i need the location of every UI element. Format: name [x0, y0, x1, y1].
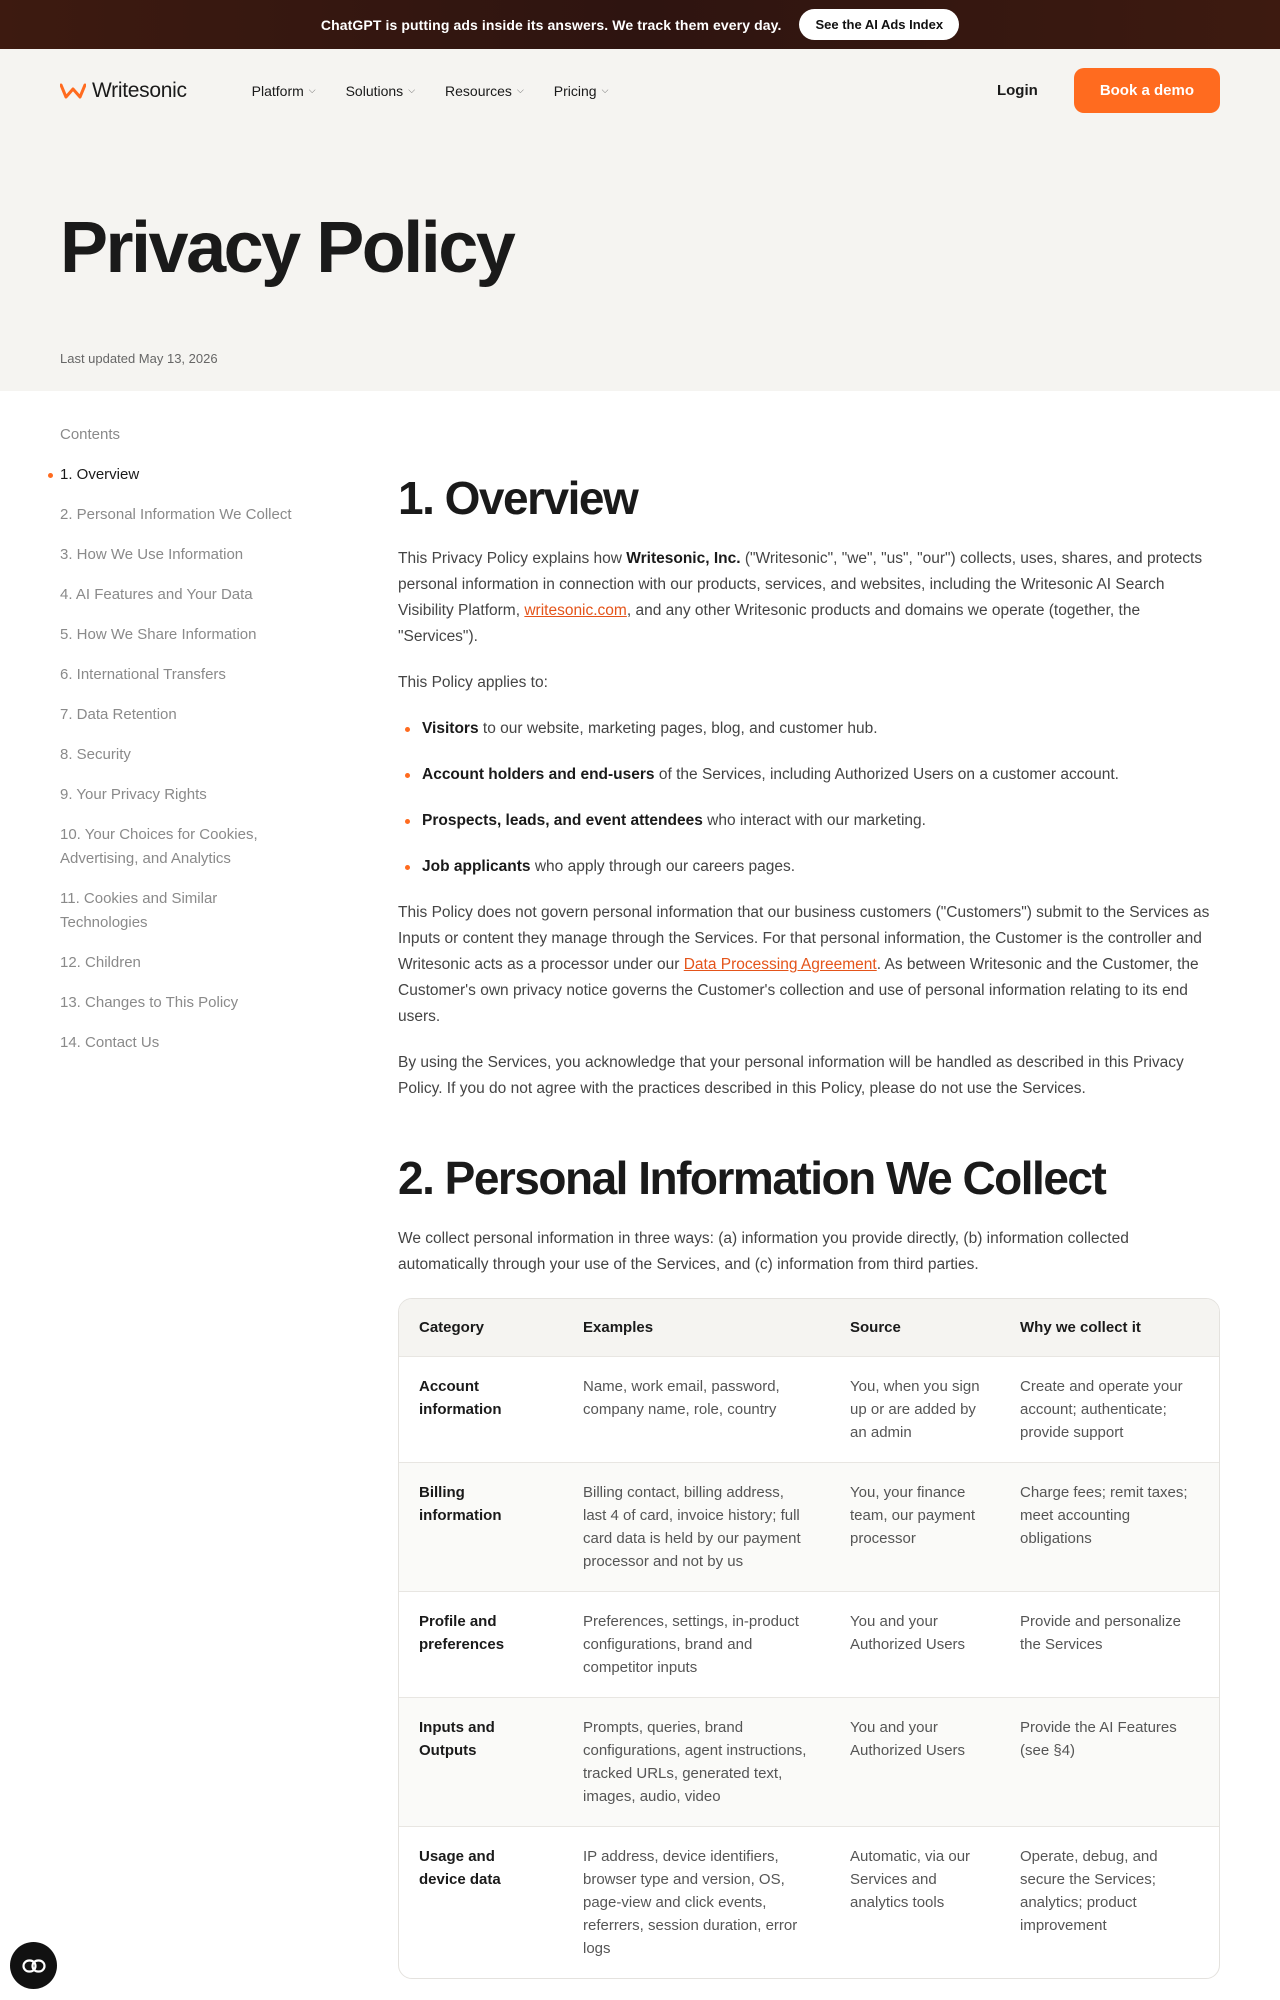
text: This Privacy Policy explains how: [398, 550, 627, 567]
examples-cell: IP address, device identifiers, browser type and version, OS, page-view and click events, referrers, session duration, error logs: [583, 1848, 798, 1957]
text: . As between Writesonic and the Customer, the Customer's own privacy notice governs the Customer's collection and use of personal information relating to its end users.: [398, 956, 1199, 1025]
nav-resources[interactable]: [445, 83, 524, 99]
category-cell: Usage and device data: [419, 1848, 501, 1888]
overview-paragraph-2: This Policy applies to:: [398, 674, 548, 691]
list-item-bold: Account holders and end-users: [422, 766, 655, 783]
source-cell: You and your Authorized Users: [850, 1719, 966, 1759]
column-header: Examples: [583, 1319, 654, 1336]
list-item-text: who interact with our marketing.: [702, 812, 926, 829]
link-loop-icon: [22, 1959, 46, 1973]
nav-solutions-label: Solutions: [345, 82, 404, 99]
list-item-text: to our website, marketing pages, blog, and customer hub.: [478, 720, 878, 737]
dpa-link[interactable]: Data Processing Agreement: [683, 956, 877, 973]
purpose-cell: Create and operate your account; authenticate; provide support: [1020, 1378, 1183, 1441]
login-link[interactable]: Login: [996, 82, 1038, 99]
purpose-cell: Operate, debug, and secure the Services; analytics; product improvement: [1020, 1848, 1158, 1934]
overview-paragraph-4: By using the Services, you acknowledge that your personal information will be handled as described in this Privacy Policy. If you do not agree with the practices described in this Policy, please do not use the Services.: [398, 1054, 1184, 1097]
brand-name: Writesonic: [92, 78, 187, 102]
applies-to-list: [398, 716, 1220, 880]
nav-solutions[interactable]: [346, 83, 415, 99]
category-cell: Account information: [419, 1378, 502, 1418]
nav-actions: [997, 68, 1220, 113]
toc-item-overview[interactable]: [60, 463, 300, 487]
logo[interactable]: [60, 79, 187, 103]
examples-cell: Billing contact, billing address, last 4 of card, invoice history; full card data is held by our payment processor and not by us: [583, 1484, 801, 1570]
collection-table: [398, 1298, 1220, 1979]
examples-cell: Name, work email, password, company name, role, country: [583, 1378, 780, 1418]
page-title: Privacy Policy: [60, 208, 514, 288]
toc-heading: Contents: [60, 426, 121, 443]
list-item-bold: Prospects, leads, and event attendees: [422, 812, 703, 829]
overview-paragraph-3: [398, 900, 1220, 1030]
list-item: [398, 854, 1220, 880]
toc-item-international-transfers[interactable]: 6. International Transfers: [60, 666, 226, 683]
examples-cell: Preferences, settings, in-product configurations, brand and competitor inputs: [583, 1613, 799, 1676]
table-row: [399, 1697, 1219, 1826]
toc-item-personal-information[interactable]: 2. Personal Information We Collect: [60, 506, 292, 523]
section-title-personal-information: 2. Personal Information We Collect: [398, 1152, 1106, 1204]
banner-text: ChatGPT is putting ads inside its answers. We track them every day.: [320, 16, 782, 33]
book-demo-button[interactable]: Book a demo: [1074, 68, 1220, 113]
examples-cell: Prompts, queries, brand configurations, agent instructions, tracked URLs, generated text, images, audio, video: [583, 1719, 807, 1805]
toc-item-how-we-share[interactable]: 5. How We Share Information: [60, 626, 257, 643]
chevron-down-icon: ⌵: [308, 85, 316, 95]
list-item-bold: Job applicants: [422, 858, 531, 875]
nav-platform-label: Platform: [251, 82, 304, 99]
table-row: [399, 1826, 1219, 1978]
toc-item-cookies[interactable]: 11. Cookies and Similar Technologies: [60, 890, 218, 931]
source-cell: You and your Authorized Users: [850, 1613, 966, 1653]
list-item-text: who apply through our careers pages.: [530, 858, 796, 875]
nav-resources-label: Resources: [445, 82, 512, 99]
purpose-cell: Provide the AI Features (see §4): [1020, 1719, 1177, 1759]
writesonic-logo-icon: [60, 83, 86, 99]
chevron-down-icon: ⌵: [516, 85, 524, 95]
category-cell: Billing information: [419, 1484, 502, 1524]
text: This Policy does not govern personal information that our business customers ("Customers") submit to the Services as Inputs or content they manage through the Services. For that personal information, the Customer is the controller and Writesonic acts as a processor under our: [398, 904, 1210, 973]
last-updated: Last updated May 13, 2026: [60, 351, 218, 366]
floating-widget-button[interactable]: [10, 1942, 57, 1989]
toc-item-children[interactable]: 12. Children: [60, 954, 141, 971]
list-item-bold: Visitors: [422, 720, 479, 737]
source-cell: Automatic, via our Services and analytics tools: [850, 1848, 971, 1911]
toc-item-changes[interactable]: 13. Changes to This Policy: [60, 994, 239, 1011]
category-cell: Inputs and Outputs: [419, 1719, 495, 1759]
collect-intro: We collect personal information in three ways: (a) information you provide directly, (b) information collected automatically through your use of the Services, and (c) information from third parties.: [398, 1230, 1129, 1273]
toc-item-ai-features[interactable]: 4. AI Features and Your Data: [60, 586, 253, 603]
ai-ads-index-button[interactable]: See the AI Ads Index: [799, 9, 959, 40]
hero-section: [0, 49, 1280, 391]
toc-item-security[interactable]: 8. Security: [60, 746, 131, 763]
table-row: [399, 1462, 1219, 1591]
announcement-banner: [0, 0, 1280, 49]
toc-item-privacy-rights[interactable]: 9. Your Privacy Rights: [60, 786, 207, 803]
text: , and any other Writesonic products and domains we operate (together, the "Services").: [398, 602, 1141, 645]
toc-item-contact[interactable]: 14. Contact Us: [60, 1034, 160, 1051]
writesonic-link[interactable]: writesonic.com: [524, 602, 627, 619]
text: ("Writesonic", "we", "us", "our") collects, uses, shares, and protects personal information in connection with our products, services, and websites, including the Writesonic AI Search Visibility Platform,: [398, 550, 1203, 619]
table-header-row: [399, 1299, 1219, 1356]
nav-links: [252, 83, 609, 99]
main-nav: [0, 49, 1280, 132]
toc-label: 1. Overview: [60, 466, 140, 483]
list-item: [398, 762, 1220, 788]
toc-item-data-retention[interactable]: 7. Data Retention: [60, 706, 177, 723]
table-row: [399, 1591, 1219, 1697]
policy-content: [398, 470, 1220, 1979]
toc-item-how-we-use[interactable]: 3. How We Use Information: [60, 546, 244, 563]
purpose-cell: Charge fees; remit taxes; meet accounting obligations: [1020, 1484, 1188, 1547]
list-item: [398, 716, 1220, 742]
section-title-overview: 1. Overview: [398, 472, 638, 524]
company-name: Writesonic, Inc.: [626, 550, 741, 567]
category-cell: Profile and preferences: [419, 1613, 505, 1653]
toc-item-cookie-choices[interactable]: 10. Your Choices for Cookies, Advertising, and Analytics: [60, 826, 258, 867]
source-cell: You, when you sign up or are added by an admin: [850, 1378, 980, 1441]
purpose-cell: Provide and personalize the Services: [1020, 1613, 1181, 1653]
nav-pricing[interactable]: [554, 83, 609, 99]
table-row: [399, 1356, 1219, 1462]
chevron-down-icon: ⌵: [601, 85, 609, 95]
overview-paragraph-1: [398, 546, 1220, 650]
nav-platform[interactable]: [252, 83, 316, 99]
column-header: Source: [850, 1319, 901, 1336]
list-item-text: of the Services, including Authorized Users on a customer account.: [654, 766, 1119, 783]
column-header: Why we collect it: [1020, 1319, 1141, 1336]
table-of-contents: [60, 426, 300, 1071]
source-cell: You, your finance team, our payment processor: [850, 1484, 976, 1547]
chevron-down-icon: ⌵: [408, 85, 416, 95]
column-header: Category: [419, 1319, 485, 1336]
active-dot-icon: [48, 473, 53, 478]
list-item: [398, 808, 1220, 834]
nav-pricing-label: Pricing: [553, 82, 597, 99]
